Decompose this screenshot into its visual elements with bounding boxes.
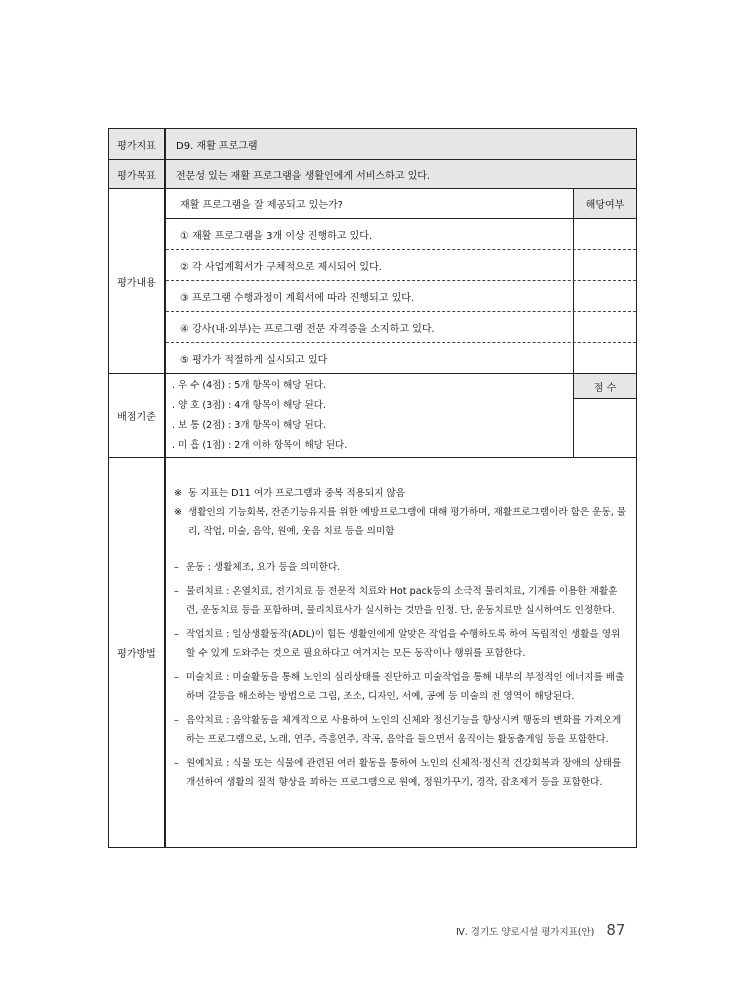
- content-item: ⑤ 평가가 적절하게 실시되고 있다: [180, 354, 328, 366]
- content-row: [109, 189, 636, 374]
- content-item: ② 각 사업계획서가 구체적으로 제시되어 있다.: [180, 261, 382, 273]
- content-item-row: [166, 312, 636, 343]
- indicator-row: [109, 129, 636, 160]
- method-item: [174, 582, 628, 620]
- item-text: 물리치료 : 온열치료, 전기치료 등 전문적 치료와 Hot pack등의 소극적 물리치료, 기계를 이용한 재활훈련, 운동치료 등을 포함하며, 물리치료사가 실시하는 것만을 인정. 단, 운동치료만 실시하여도 인정한다.: [186, 586, 618, 616]
- item-mark: –: [174, 758, 179, 769]
- scoring-row: [109, 374, 636, 458]
- method-note: [174, 503, 628, 541]
- method-row: [109, 458, 636, 847]
- criterion: . 미 흡 (1점) : 2개 이하 항목이 해당 된다.: [172, 440, 348, 451]
- page-number: 87: [606, 921, 626, 939]
- content-item-row: [166, 343, 636, 373]
- note-text: 생활인의 기능회복, 잔존기능유지를 위한 예방프로그램에 대해 평가하며, 재활프로그램이라 함은 운동, 물리, 작업, 미술, 음악, 원예, 웃음 치료 등을 의미함: [188, 507, 627, 537]
- page-footer: [456, 921, 625, 939]
- item-mark: –: [174, 672, 179, 683]
- answer-cell[interactable]: [573, 219, 636, 249]
- footer-text: Ⅳ. 경기도 양로시설 평가지표(안): [456, 927, 595, 938]
- scoring-body: [166, 374, 636, 457]
- content-item: ③ 프로그램 수행과정이 계획서에 따라 진행되고 있다.: [180, 292, 415, 304]
- item-mark: –: [174, 586, 179, 597]
- method-item: [174, 754, 628, 792]
- note-mark: ※: [174, 507, 183, 518]
- goal-label: 평가목표: [109, 160, 166, 188]
- method-item: [174, 711, 628, 749]
- answer-cell[interactable]: [573, 343, 636, 373]
- points-header: 점 수: [574, 374, 636, 399]
- content-item-row: [166, 281, 636, 312]
- evaluation-table: [108, 128, 637, 848]
- item-mark: –: [174, 562, 179, 573]
- method-item: [174, 668, 628, 706]
- content-label: 평가내용: [109, 189, 166, 373]
- goal-row: [109, 160, 636, 189]
- item-text: 음악치료 : 음악활동을 체계적으로 사용하여 노인의 신체와 정신기능을 향상시켜 행동의 변화를 가져오게 하는 프로그램으로, 노래, 연주, 즉흥연주, 작곡, 음악을 들으면서 움직이는 활동춤게임 등을 포함한다.: [186, 715, 622, 745]
- method-body: [166, 458, 636, 847]
- content-item: ① 재활 프로그램을 3개 이상 진행하고 있다.: [180, 230, 373, 242]
- points-cell[interactable]: [574, 399, 636, 457]
- points-column: [573, 374, 636, 457]
- item-text: 운동 : 생활체조, 요가 등을 의미한다.: [186, 562, 341, 573]
- item-mark: –: [174, 629, 179, 640]
- criterion: . 우 수 (4점) : 5개 항목이 해당 된다.: [172, 380, 326, 391]
- content-item-row: [166, 250, 636, 281]
- answer-cell[interactable]: [573, 281, 636, 311]
- answer-cell[interactable]: [573, 312, 636, 342]
- method-note: [174, 484, 628, 503]
- content-question: 재활 프로그램을 잘 제공되고 있는가?: [180, 200, 343, 211]
- scoring-label: 배점기준: [109, 374, 166, 457]
- method-item: [174, 625, 628, 663]
- content-subtable: [166, 189, 636, 373]
- note-text: 동 지표는 D11 여가 프로그램과 중복 적용되지 않음: [188, 488, 406, 499]
- method-label: 평가방법: [109, 458, 166, 847]
- indicator-value: D9. 재활 프로그램: [166, 129, 636, 159]
- item-text: 미술치료 : 미술활동을 통해 노인의 심리상태를 진단하고 미술작업을 통해 내부의 부정적인 에너지를 배출하며 갈등을 해소하는 방법으로 그림, 조소, 디자인, 서예, 공예 등 미술의 전 영역이 해당된다.: [186, 672, 625, 702]
- content-item-row: [166, 219, 636, 250]
- criterion: . 보 통 (2점) : 3개 항목이 해당 된다.: [172, 420, 326, 431]
- item-mark: –: [174, 715, 179, 726]
- answer-cell[interactable]: [573, 250, 636, 280]
- scoring-criteria: [166, 374, 573, 457]
- indicator-label: 평가지표: [109, 129, 166, 159]
- content-question-row: [166, 189, 636, 219]
- method-item: [174, 558, 628, 577]
- content-item: ④ 강사(내·외부)는 프로그램 전문 자격증을 소지하고 있다.: [180, 323, 435, 335]
- goal-value: 전문성 있는 재활 프로그램을 생활인에게 서비스하고 있다.: [166, 160, 636, 188]
- item-text: 작업치료 : 일상생활동작(ADL)이 힘든 생활인에게 알맞은 작업을 수행하도록 하여 독립적인 생활을 영위할 수 있게 도와주는 것으로 필요하다고 여겨지는 모든 동작이나 행위를 포함한다.: [186, 629, 621, 659]
- criterion: . 양 호 (3점) : 4개 항목이 해당 된다.: [172, 400, 326, 411]
- note-mark: ※: [174, 488, 183, 499]
- item-text: 원예치료 : 식물 또는 식물에 관련된 여러 활동을 통하여 노인의 신체적·정신적 건강회복과 장애의 상태를 개선하여 생활의 질적 향상을 꾀하는 프로그램으로 원예, 정원가꾸기, 경작, 잡초제거 등을 포함한다.: [186, 758, 622, 788]
- answer-header: 해당여부: [573, 189, 636, 218]
